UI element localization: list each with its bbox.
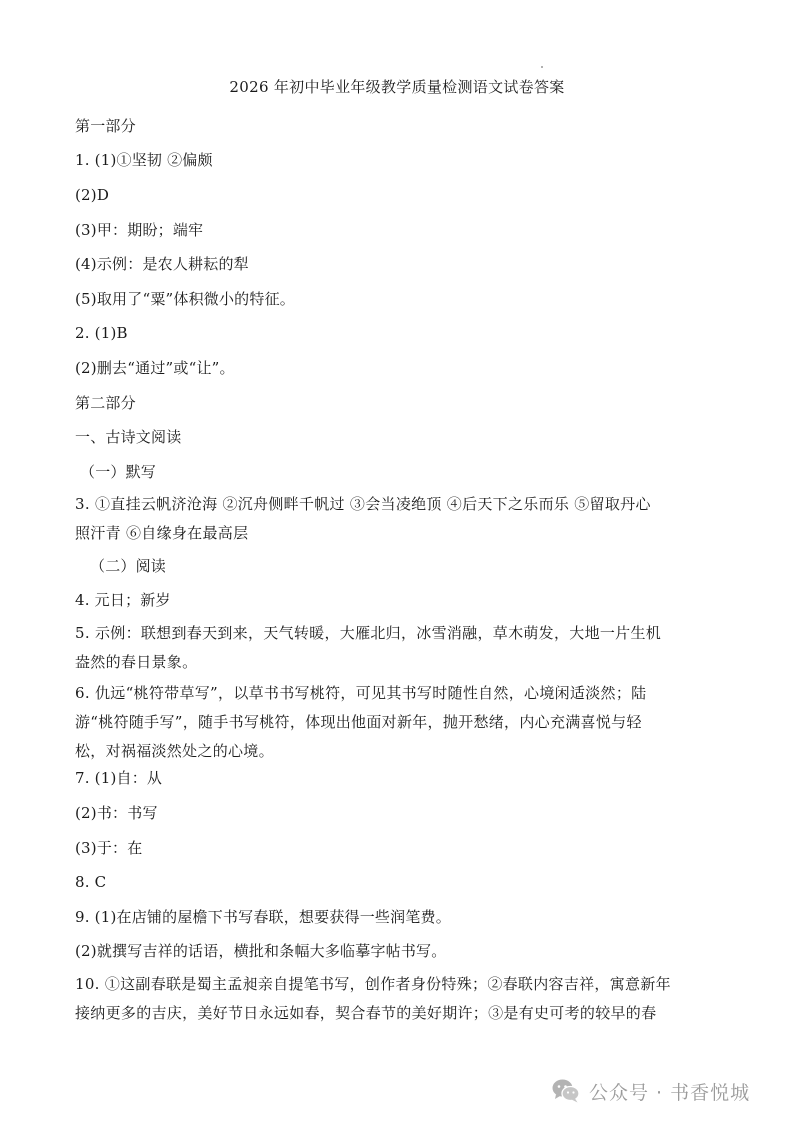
subsection-heading-classical: 一、古诗文阅读 (75, 428, 182, 446)
watermark (551, 1076, 750, 1106)
answer-q10-line-2: 接纳更多的吉庆，美好节日永远如春，契合春节的美好期许；③是有史可考的较早的春 (75, 1004, 657, 1022)
answer-q7-2: (2)书：书写 (75, 804, 158, 822)
answer-q1-5: (5)取用了“粟”体积微小的特征。 (75, 290, 295, 308)
answer-q1-4: (4)示例：是农人耕耘的犁 (75, 255, 249, 273)
answer-q1-3: (3)甲：期盼；端牢 (75, 221, 204, 239)
answer-q3 (75, 490, 715, 548)
answer-q7-3: (3)于：在 (75, 839, 143, 857)
answer-q1-2: (2)D (75, 186, 110, 204)
answer-q1-1: 1. (1)①坚韧 ②偏颇 (75, 151, 213, 169)
answer-q10-line-1: 10. ①这副春联是蜀主孟昶亲自提笔书写，创作者身份特殊；②春联内容吉祥，寓意新年 (75, 975, 671, 993)
answer-q3-line-2: 照汗青 ⑥自缘身在最高层 (75, 524, 249, 542)
answer-q5-line-1: 5. 示例：联想到春天到来，天气转暖，大雁北归，冰雪消融，草木萌发，大地一片生机 (75, 624, 662, 642)
answer-q6-line-2: 游“桃符随手写”，随手书写桃符，体现出他面对新年，抛开愁绪，内心充满喜悦与轻 (75, 713, 642, 731)
section-heading-part-two: 第二部分 (75, 394, 136, 412)
answer-q6 (75, 679, 715, 766)
answer-q5-line-2: 盎然的春日景象。 (75, 653, 198, 671)
watermark-text: 公众号 · 书香悦城 (589, 1081, 751, 1104)
answer-q9-2: (2)就撰写吉祥的话语，横批和条幅大多临摹字帖书写。 (75, 942, 447, 960)
scan-dot (541, 66, 543, 68)
document-title: 2026 年初中毕业年级教学质量检测语文试卷答案 (229, 78, 565, 96)
answer-q8: 8. C (75, 873, 107, 891)
answer-q2-1: 2. (1)B (75, 324, 128, 342)
subsection-heading-dictation: （一）默写 (80, 463, 157, 481)
answer-q7-1: 7. (1)自：从 (75, 769, 163, 787)
answer-q2-2: (2)删去“通过”或“让”。 (75, 359, 235, 377)
answer-q10 (75, 970, 715, 1028)
subsection-heading-reading: （二）阅读 (90, 557, 167, 575)
answer-q5 (75, 619, 715, 677)
section-heading-part-one: 第一部分 (75, 117, 136, 135)
answer-q9-1: 9. (1)在店铺的屋檐下书写春联，想要获得一些润笔费。 (75, 908, 451, 926)
answer-q6-line-1: 6. 仇远“桃符带草写”，以草书书写桃符，可见其书写时随性自然，心境闲适淡然；陆 (75, 684, 647, 702)
answer-q6-line-3: 松，对祸福淡然处之的心境。 (75, 742, 274, 760)
answer-q4: 4. 元日；新岁 (75, 591, 171, 609)
wechat-icon (551, 1078, 581, 1104)
answer-q3-line-1: 3. ①直挂云帆济沧海 ②沉舟侧畔千帆过 ③会当凌绝顶 ④后天下之乐而乐 ⑤留取丹心 (75, 495, 651, 513)
